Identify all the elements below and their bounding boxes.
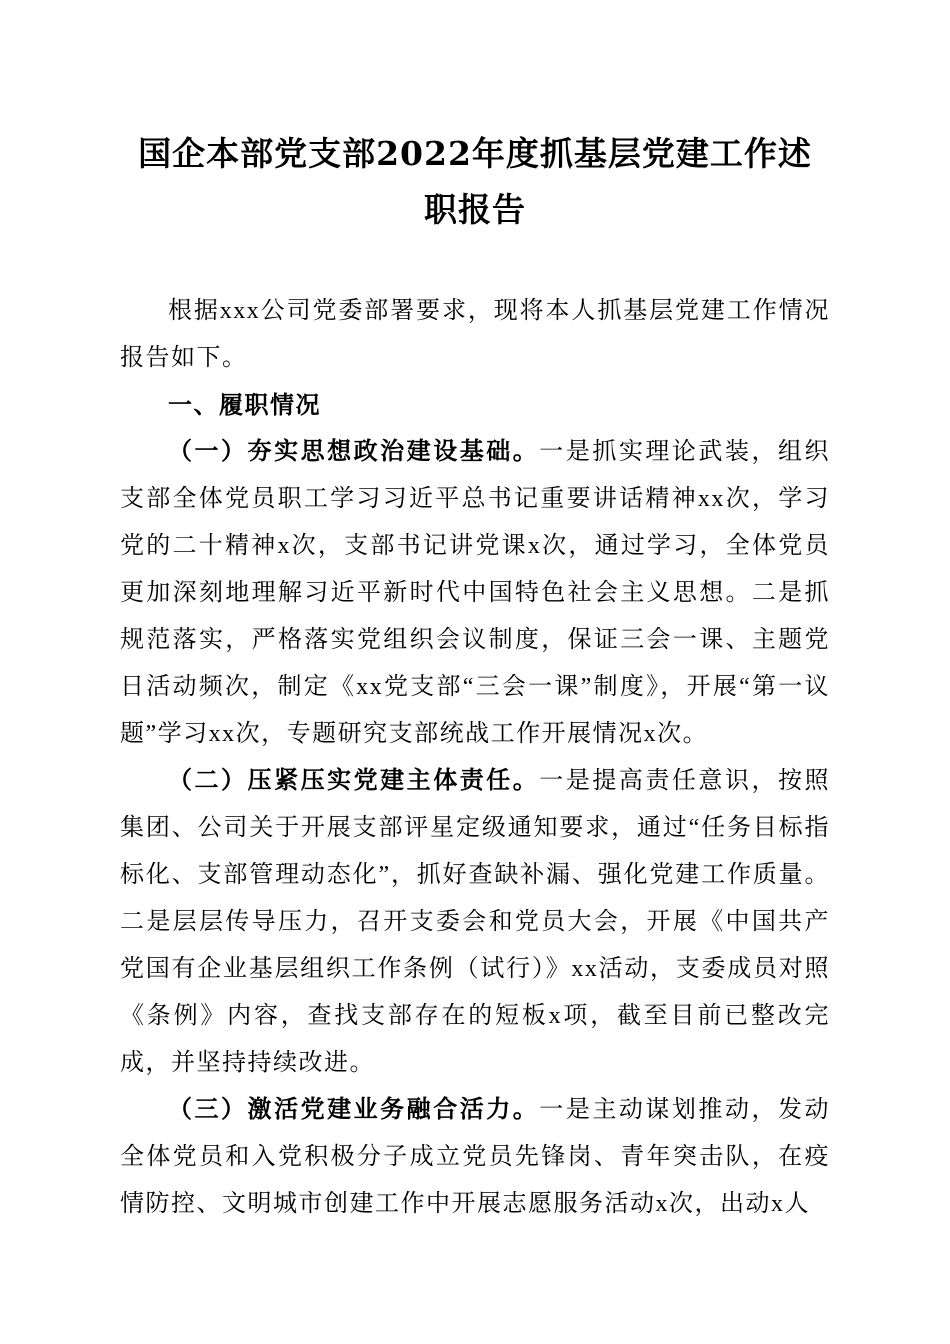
paragraph-section-3 [120, 1087, 830, 1228]
paragraph-lead: （三）激活党建业务融合活力。 [168, 1097, 540, 1123]
paragraph-intro [120, 288, 830, 382]
document-body [120, 288, 830, 1228]
paragraph-lead: （一）夯实思想政治建设基础。 [168, 439, 540, 465]
section-heading-performance: 一、履职情况 [168, 392, 321, 419]
paragraph-lead: （二）压紧压实党建主体责任。 [168, 768, 540, 794]
paragraph-text: 一是主动谋划推动，发动全体党员和入党积极分子成立党员先锋岗、青年突击队，在疫情防控、文明城市创建工作中开展志愿服务活动x次，出动x人 [120, 1097, 831, 1217]
paragraph-section-2 [120, 758, 830, 1087]
paragraph-text: 一是提高责任意识，按照集团、公司关于开展支部评星定级通知要求，通过“任务目标指标化、支部管理动态化”，抓好查缺补漏、强化党建工作质量。二是层层传导压力，召开支委会和党员大会，开展《中国共产党国有企业基层组织工作条例（试行）》xx活动，支委成员对照《条例》内容，查找支部存在的短板x项，截至目前已整改完成，并坚持持续改进。 [120, 768, 831, 1076]
paragraph-text: 根据xxx公司党委部署要求，现将本人抓基层党建工作情况报告如下。 [120, 298, 830, 371]
paragraph-section-1 [120, 429, 830, 758]
document-title-line-1: 国企本部党支部2022年度抓基层党建工作述 [138, 134, 812, 173]
document-title [120, 126, 830, 238]
document-title-line-2: 职报告 [424, 190, 526, 229]
paragraph-text: 一是抓实理论武装，组织支部全体党员职工学习习近平总书记重要讲话精神xx次，学习党的二十精神x次，支部书记讲党课x次，通过学习，全体党员更加深刻地理解习近平新时代中国特色社会主义思想。二是抓规范落实，严格落实党组织会议制度，保证三会一课、主题党日活动频次，制定《xx党支部“三会一课”制度》，开展“第一议题”学习xx次，专题研究支部统战工作开展情况x次。 [120, 439, 831, 747]
